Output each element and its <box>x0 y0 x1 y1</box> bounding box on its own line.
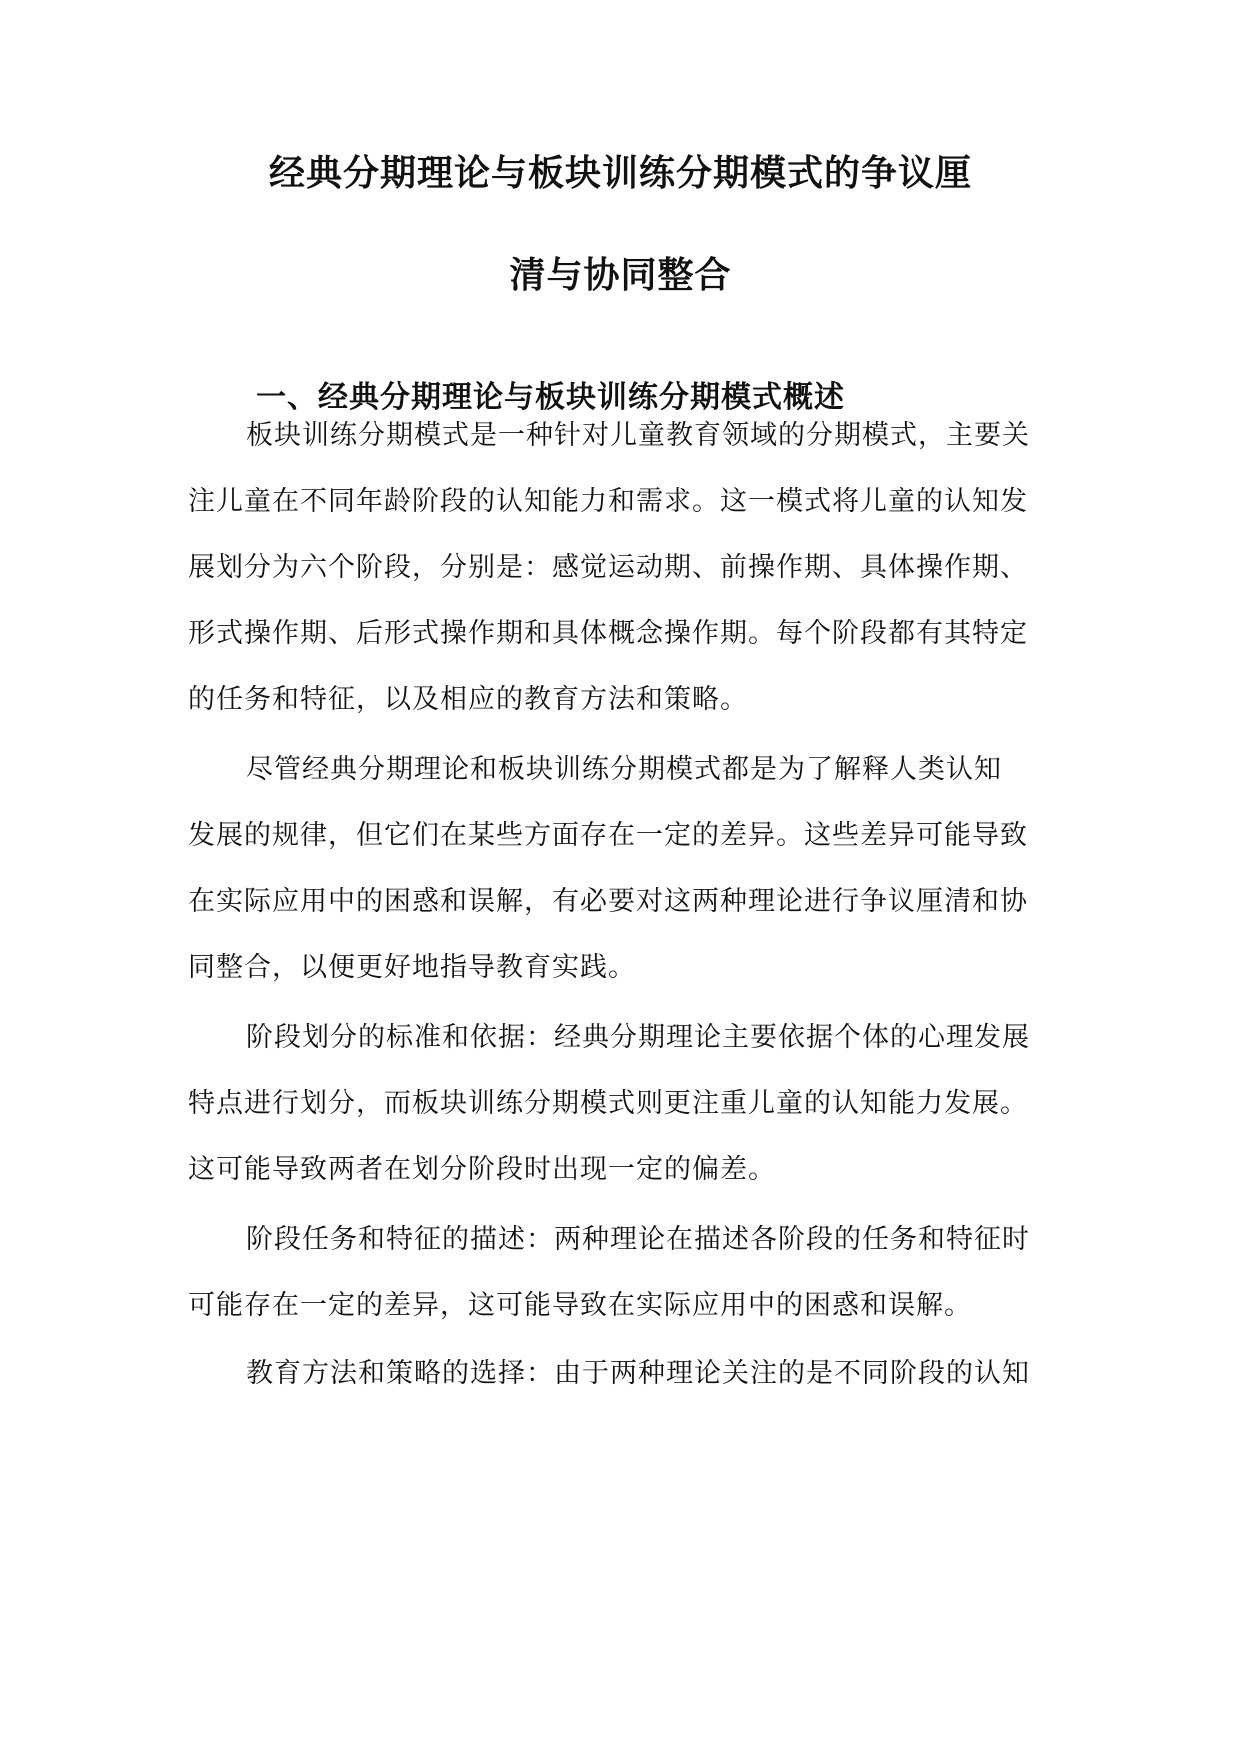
section-heading: 一、经典分期理论与板块训练分期模式概述 <box>256 380 845 415</box>
paragraph-1-line-2: 注儿童在不同年龄阶段的认知能力和需求。这一模式将儿童的认知发 <box>188 486 1028 517</box>
paragraph-3-line-3: 这可能导致两者在划分阶段时出现一定的偏差。 <box>188 1154 776 1185</box>
paragraph-4-line-2: 可能存在一定的差异，这可能导致在实际应用中的困惑和误解。 <box>188 1290 972 1321</box>
paragraph-2-line-1: 尽管经典分期理论和板块训练分期模式都是为了解释人类认知 <box>246 754 1002 785</box>
paragraph-5-line-1: 教育方法和策略的选择：由于两种理论关注的是不同阶段的认知 <box>246 1358 1030 1389</box>
paragraph-2-line-3: 在实际应用中的困惑和误解，有必要对这两种理论进行争议厘清和协 <box>188 886 1028 917</box>
paragraph-4-line-1: 阶段任务和特征的描述：两种理论在描述各阶段的任务和特征时 <box>246 1224 1030 1255</box>
paragraph-1-line-3: 展划分为六个阶段，分别是：感觉运动期、前操作期、具体操作期、 <box>188 552 1028 583</box>
paragraph-1-line-1: 板块训练分期模式是一种针对儿童教育领域的分期模式，主要关 <box>246 420 1030 451</box>
paragraph-1-line-4: 形式操作期、后形式操作期和具体概念操作期。每个阶段都有其特定 <box>188 618 1028 649</box>
paragraph-2-line-2: 发展的规律，但它们在某些方面存在一定的差异。这些差异可能导致 <box>188 820 1028 851</box>
paragraph-1-line-5: 的任务和特征，以及相应的教育方法和策略。 <box>188 684 748 715</box>
paragraph-3-line-2: 特点进行划分，而板块训练分期模式则更注重儿童的认知能力发展。 <box>188 1088 1028 1119</box>
document-title-line-2: 清与协同整合 <box>509 255 732 296</box>
document-title-line-1: 经典分期理论与板块训练分期模式的争议厘 <box>268 153 972 194</box>
paragraph-3-line-1: 阶段划分的标准和依据：经典分期理论主要依据个体的心理发展 <box>246 1022 1030 1053</box>
paragraph-2-line-4: 同整合，以便更好地指导教育实践。 <box>188 952 636 983</box>
